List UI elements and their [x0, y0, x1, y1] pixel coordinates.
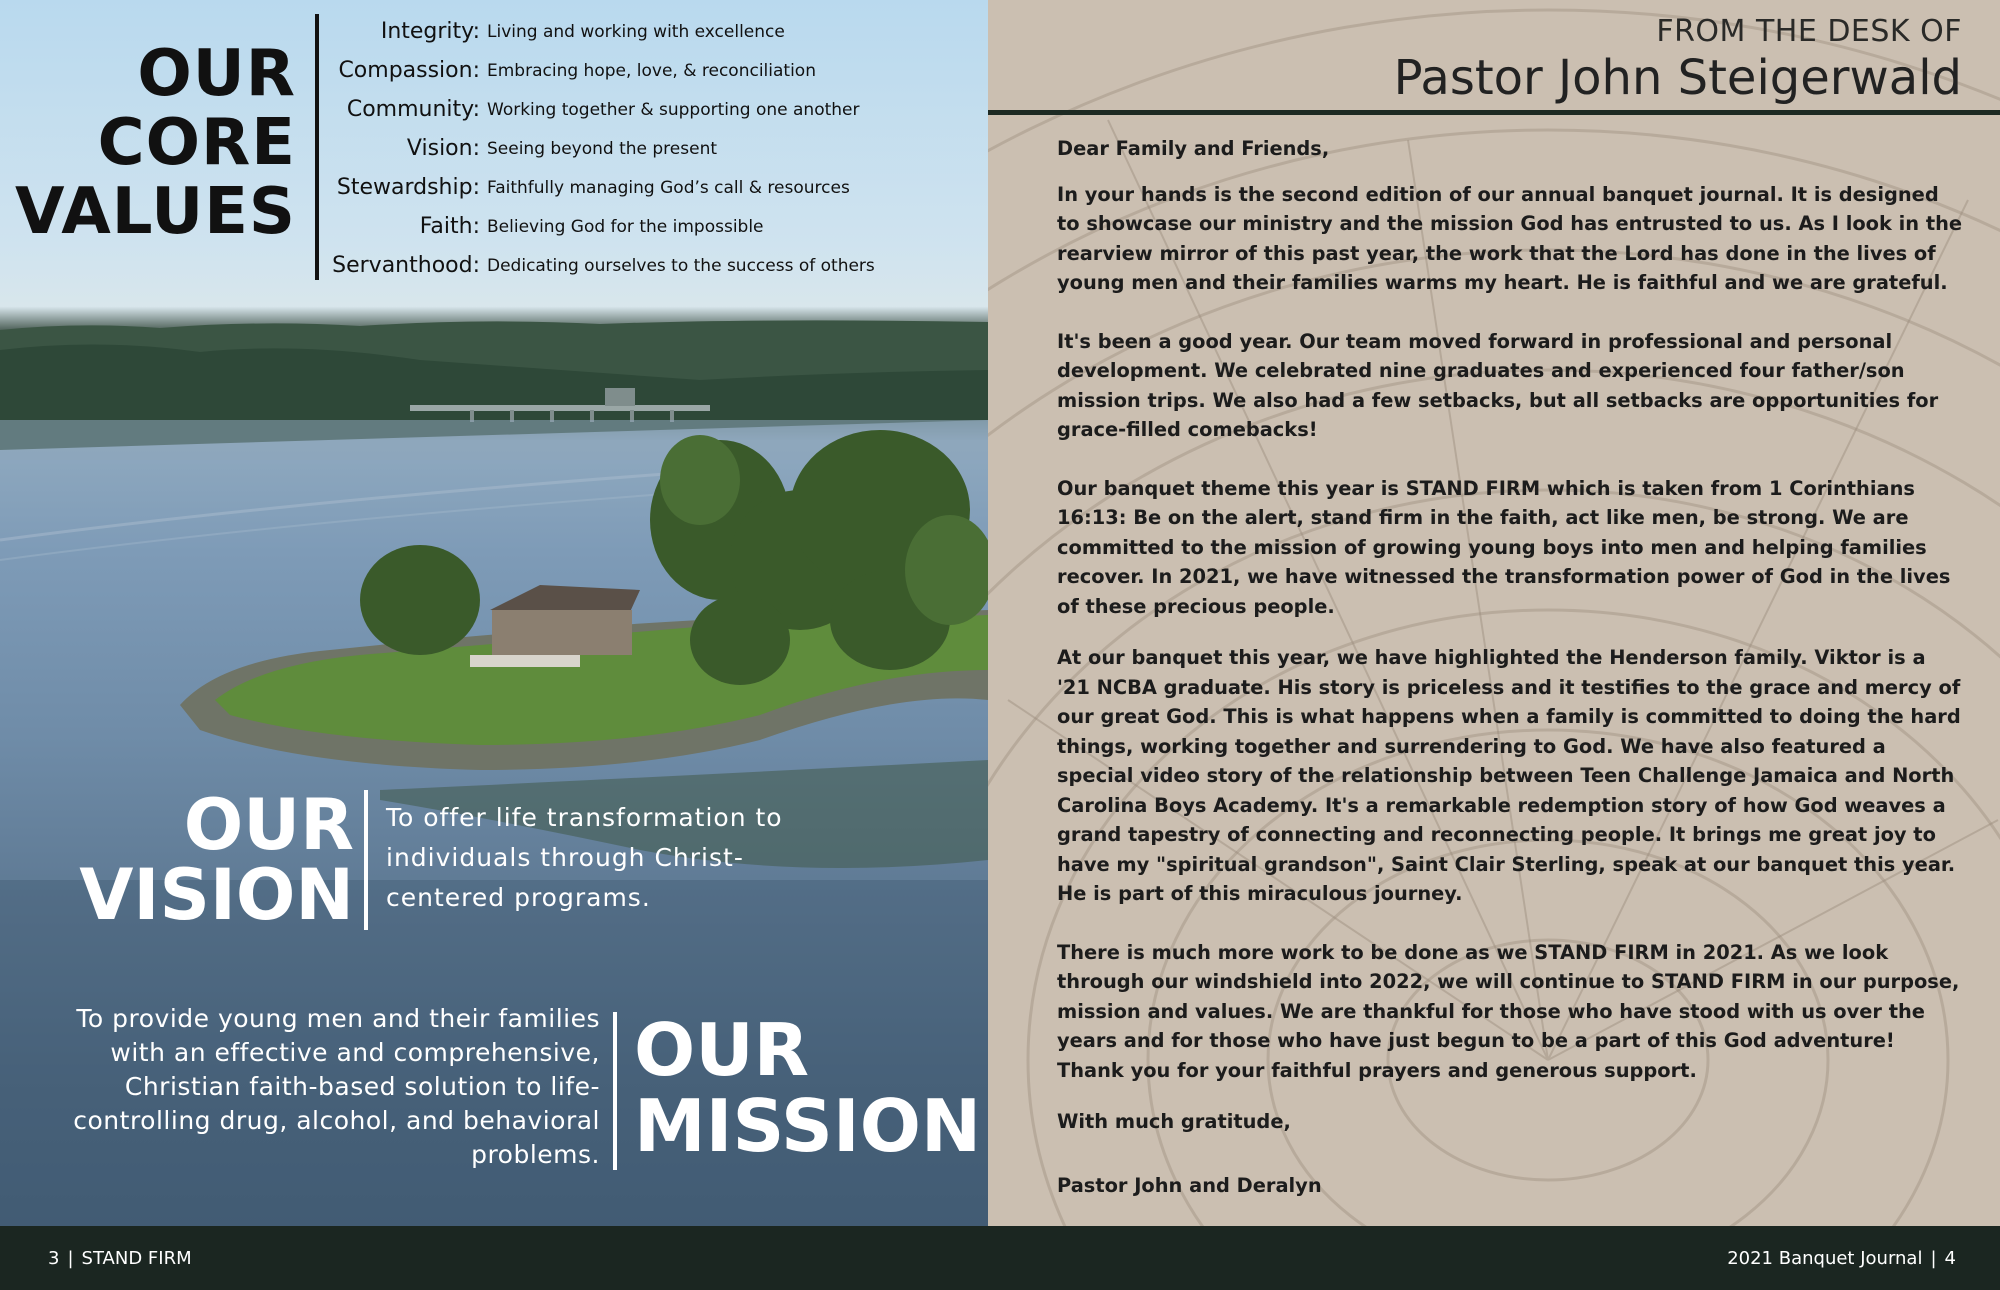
- core-value-item: [330, 129, 875, 168]
- core-value-description: Dedicating ourselves to the success of others: [487, 255, 875, 276]
- footer-right-label: 2021 Banquet Journal: [1727, 1248, 1923, 1269]
- left-page: [0, 0, 988, 1226]
- letter-paragraph: It's been a good year. Our team moved forward in professional and personal development. We celebrated nine graduates and experienced four father/son mission trips. We also had a few setbacks, but all setbacks are opportunities for grace-filled comebacks!: [1057, 329, 1939, 441]
- page-footer: [0, 1226, 2000, 1290]
- letter-closing: With much gratitude,: [1057, 1110, 1291, 1133]
- core-values-divider: [315, 14, 319, 280]
- letter-paragraph: Our banquet theme this year is STAND FIRM which is taken from 1 Corinthians 16:13: Be on the alert, stand firm in the faith, act like men, be strong. We are committed to the mission of growing young boys into men and helping families recover. In 2021, we have witnessed the transformation power of God in the lives of these precious people.: [1057, 476, 1951, 618]
- core-value-item: [330, 207, 875, 246]
- core-values-title-line: CORE: [97, 106, 296, 180]
- letter-paragraph: In your hands is the second edition of our annual banquet journal. It is designed to showcase our ministry and the mission God has entrusted to us. As I look in the rearview mirror of this past year, the work that the Lord has done in the lives of young men and their families warms my heart. He is faithful and we are grateful.: [1057, 182, 1963, 294]
- desk-kicker: FROM THE DESK OF: [1656, 14, 1962, 49]
- core-value-description: Faithfully managing God’s call & resources: [487, 177, 850, 198]
- vision-title-line: VISION: [79, 854, 354, 936]
- page-number-right: 4: [1944, 1248, 1956, 1269]
- footer-left-label: STAND FIRM: [81, 1248, 192, 1269]
- core-values-title: [15, 37, 296, 249]
- core-value-item: [330, 12, 875, 51]
- mission-statement: To provide young men and their families with an effective and comprehensive, Christian faith-based solution to life-controlling drug, alcohol, and behavioral problems.: [73, 1004, 600, 1169]
- vision-divider: [364, 790, 368, 930]
- vision-title: [79, 784, 354, 936]
- desk-author-name: Pastor John Steigerwald: [1393, 50, 1962, 106]
- mission-title-line: OUR: [634, 1008, 810, 1092]
- core-value-name: Integrity:: [380, 19, 480, 44]
- core-value-name: Vision:: [406, 136, 480, 161]
- core-values-list: [330, 12, 875, 285]
- page-number-left: 3: [48, 1248, 60, 1269]
- letter-signature: Pastor John and Deralyn: [1057, 1173, 1322, 1197]
- vision-statement: To offer life transformation to individuals through Christ-centered programs.: [386, 803, 783, 912]
- core-value-name: Compassion:: [338, 58, 480, 83]
- core-values-title-line: OUR: [137, 37, 296, 111]
- mission-title: [634, 1008, 982, 1168]
- core-value-name: Servanthood:: [332, 253, 480, 278]
- core-value-description: Seeing beyond the present: [487, 138, 718, 159]
- core-value-item: [330, 51, 875, 90]
- letter-paragraph: At our banquet this year, we have highlighted the Henderson family. Viktor is a '21 NCBA graduate. His story is priceless and it testifies to the grace and mercy of our great God. This is what happens when a family is committed to doing the hard things, working together and surrendering to God. We have also featured a special video story of the relationship between Teen Challenge Jamaica and North Carolina Boys Academy. It's a remarkable redemption story of how God weaves a grand tapestry of connecting and reconnecting people. It brings me great joy to have my "spiritual grandson", Saint Clair Sterling, speak at our banquet this year. He is part of this miraculous journey.: [1057, 646, 1961, 905]
- footer-left: [48, 1248, 192, 1269]
- letter-salutation: Dear Family and Friends,: [1057, 137, 1330, 160]
- mission-title-line: MISSION: [634, 1084, 982, 1168]
- core-values-title-line: VALUES: [15, 175, 296, 249]
- core-value-description: Living and working with excellence: [487, 21, 785, 42]
- footer-right: [1727, 1248, 1956, 1269]
- core-value-name: Faith:: [419, 214, 480, 239]
- letter-paragraph: There is much more work to be done as we STAND FIRM in 2021. As we look through our windshield into 2022, we will continue to STAND FIRM in our purpose, mission and values. We are thankful for those who have stood with us over the years and for those who have just begun to be a part of this God adventure! Thank you for your faithful prayers and generous support.: [1057, 940, 1960, 1082]
- right-page: [988, 0, 2000, 1226]
- vision-title-line: OUR: [183, 784, 354, 866]
- core-value-name: Community:: [346, 97, 480, 122]
- core-value-item: [330, 90, 875, 129]
- core-value-item: [330, 246, 875, 285]
- pastor-letter: [1057, 134, 1963, 1226]
- core-value-name: Stewardship:: [336, 175, 480, 200]
- mission-divider: [613, 1012, 617, 1170]
- footer-separator: |: [1930, 1248, 1937, 1269]
- footer-separator: |: [67, 1248, 74, 1269]
- core-value-description: Embracing hope, love, & reconciliation: [487, 60, 816, 81]
- core-value-description: Believing God for the impossible: [487, 216, 764, 237]
- core-value-description: Working together & supporting one another: [487, 99, 860, 120]
- header-rule: [988, 110, 2000, 115]
- core-value-item: [330, 168, 875, 207]
